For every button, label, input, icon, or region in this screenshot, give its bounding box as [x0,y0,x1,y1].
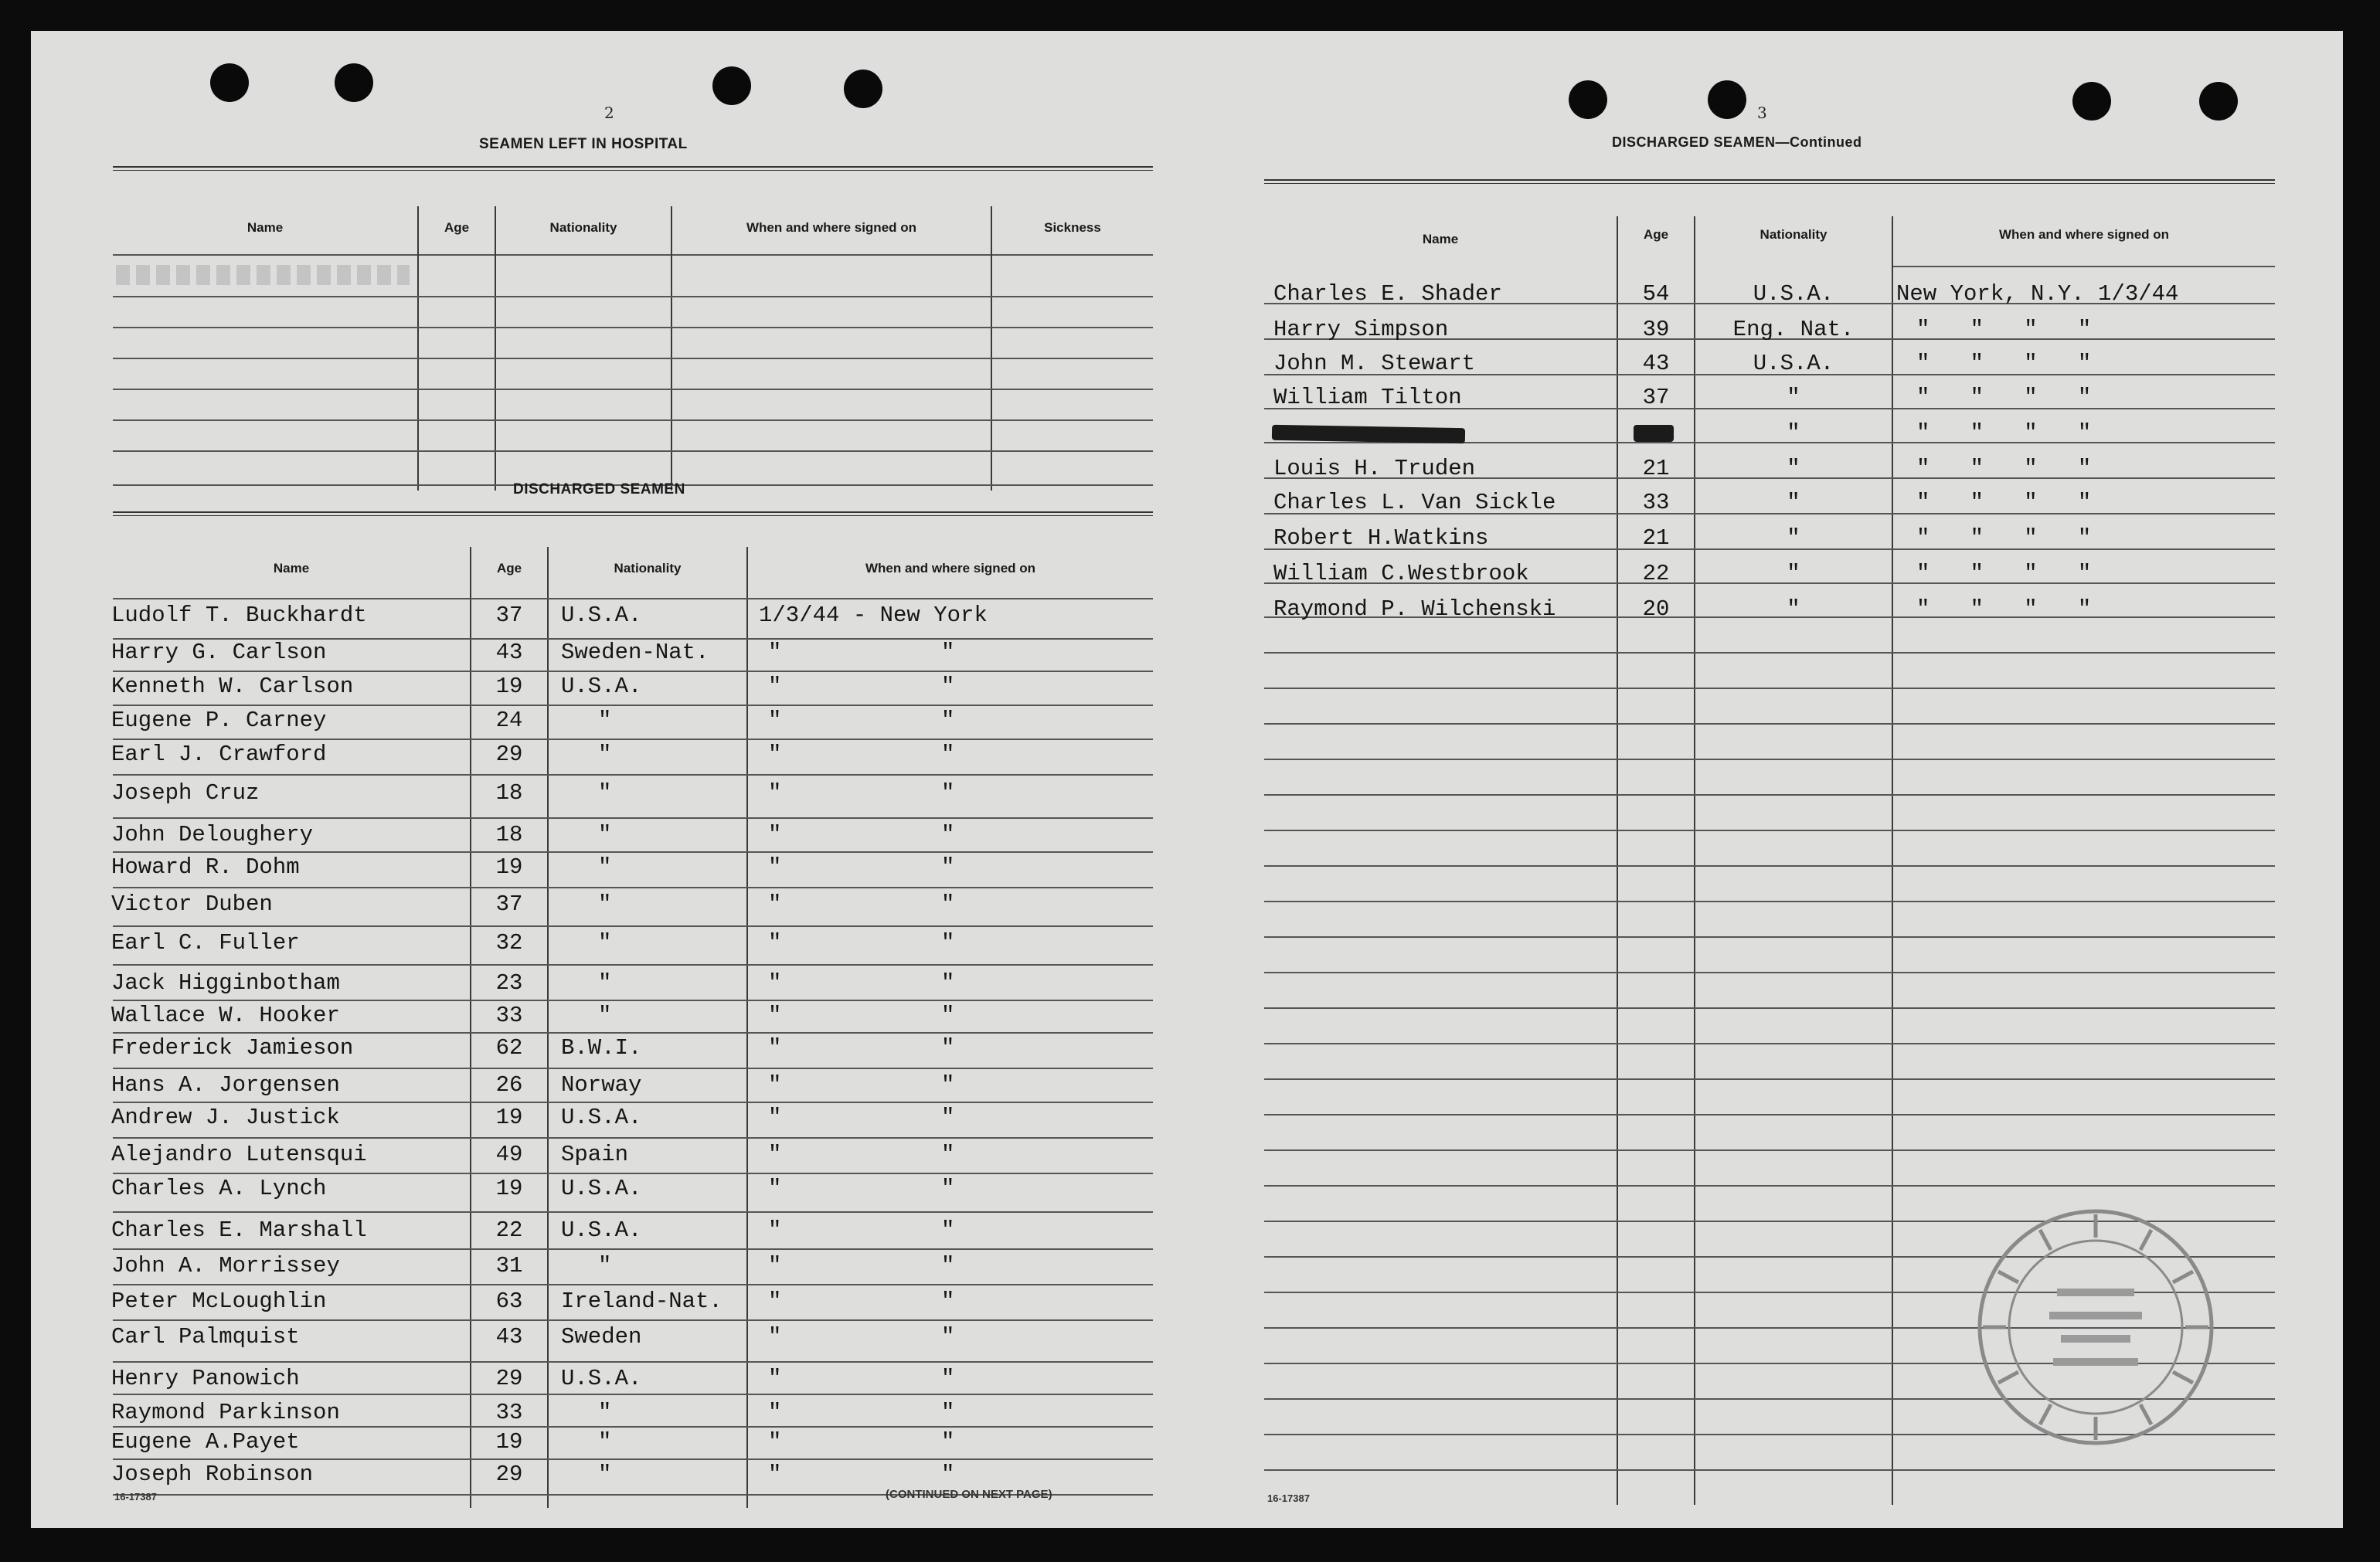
row-rule [1264,901,2275,902]
cell-signed-on-place: " [941,1324,955,1350]
header-name: Name [273,561,310,576]
header-age: Age [496,561,522,576]
cell-nationality: " [598,708,612,733]
cell-signed-on-place: " [941,930,955,956]
header-signed-on: When and where signed on [865,561,1036,576]
cell-name: Ludolf T. Buckhardt [111,603,367,628]
hospital-table [113,166,1153,491]
cell-name: Harry Simpson [1273,317,1449,342]
cell-name: Harry G. Carlson [111,640,327,665]
row-rule [1264,1078,2275,1080]
cell-nationality: " [1787,456,1800,481]
hospital-section-title: SEAMEN LEFT IN HOSPITAL [479,136,688,152]
cell-nationality: " [1787,420,1800,446]
cell-name: Charles E. Marshall [111,1217,367,1243]
cell-signed-on: " [768,640,782,665]
cell-name: Alejandro Lutensqui [111,1142,367,1167]
cell-signed-on: " [768,1253,782,1278]
punch-hole [1569,80,1607,119]
cell-signed-on: " [768,1400,782,1425]
cell-nationality: " [1787,596,1800,622]
cell-nationality: " [1787,525,1800,551]
cell-name: Eugene A.Payet [111,1429,300,1455]
table-row [113,823,1153,851]
cell-signed-on: " [768,1366,782,1391]
cell-signed-on: " [768,891,782,917]
section-title: DISCHARGED SEAMEN—Continued [1612,134,1862,150]
header-nationality: Nationality [1760,227,1828,242]
row-rule [113,1211,1153,1213]
table-row [1264,562,2275,590]
cell-age: 49 [495,1142,523,1167]
left-page [31,31,1196,1528]
cell-nationality: " [598,1400,612,1425]
cell-nationality: " [1787,561,1800,586]
cell-signed-on: " [768,708,782,733]
header-nationality: Nationality [549,220,617,235]
cell-signed-on-place: " [941,1072,955,1098]
row-rule [113,774,1153,776]
cell-signed-on: " " " " [1916,561,2092,586]
cell-nationality: " [598,742,612,767]
header-name: Name [1422,232,1459,246]
cell-signed-on-place: " [941,780,955,806]
cell-nationality: Eng. Nat. [1732,317,1855,342]
cell-name: Kenneth W. Carlson [111,674,354,699]
cell-nationality: B.W.I. [561,1035,642,1061]
row-rule [113,705,1153,706]
cell-age: 19 [495,1429,523,1455]
punch-hole [844,70,882,108]
table-row [113,893,1153,921]
cell-nationality: " [598,891,612,917]
cell-name: Charles L. Van Sickle [1273,490,1556,515]
cell-age: 32 [495,930,523,956]
cell-age: 43 [495,640,523,665]
cell-age: 19 [495,854,523,880]
cell-signed-on: " [768,1462,782,1487]
row-rule [1264,936,2275,938]
cell-age: 23 [495,970,523,996]
cell-age: 19 [495,674,523,699]
cell-signed-on: " [768,1003,782,1028]
cell-signed-on: " [768,854,782,880]
row-rule [113,1458,1153,1460]
row-rule [1264,1149,2275,1151]
table-row [113,1106,1153,1134]
cell-signed-on: " " " " [1916,317,2092,342]
cell-age: 26 [495,1072,523,1098]
cell-name: William Tilton [1273,385,1462,410]
row-rule [113,851,1153,853]
table-row [113,604,1153,632]
cell-age: 22 [1642,561,1670,586]
cell-signed-on: " [768,1217,782,1243]
cell-signed-on: " " " " [1916,596,2092,622]
table-row [113,1004,1153,1032]
cell-age: 33 [495,1400,523,1425]
table-row [113,1431,1153,1458]
header-nationality: Nationality [614,561,682,576]
cell-age: 21 [1642,525,1670,551]
cell-nationality: " [1787,490,1800,515]
row-rule [1264,723,2275,725]
table-row [113,1401,1153,1429]
row-rule [113,1284,1153,1285]
table-row [113,743,1153,771]
cell-nationality: U.S.A. [1753,351,1834,376]
row-rule [113,1068,1153,1069]
form-number: 16-17387 [114,1491,157,1503]
cell-name: Joseph Cruz [111,780,260,806]
cell-nationality: " [598,970,612,996]
table-row [113,641,1153,669]
cell-signed-on: " [768,1176,782,1201]
cell-signed-on-place: " [941,1035,955,1061]
cell-signed-on: " " " " [1916,351,2092,376]
cell-nationality: Ireland-Nat. [561,1289,722,1314]
header-name: Name [246,220,284,235]
table-row [113,1367,1153,1395]
cell-age: 37 [1642,385,1670,410]
table-row [1264,422,2275,450]
cell-signed-on: " " " " [1916,456,2092,481]
table-row [1264,491,2275,519]
cell-age: 54 [1642,281,1670,307]
cell-nationality: " [598,780,612,806]
discharged-table [113,511,1153,1508]
cell-name: John Deloughery [111,822,314,847]
cell-name: Eugene P. Carney [111,708,327,733]
cell-name: Raymond Parkinson [111,1400,340,1425]
cell-name: Raymond P. Wilchenski [1273,596,1556,622]
cell-name: Jack Higginbotham [111,970,340,996]
cell-nationality: " [1787,385,1800,410]
table-row [113,1143,1153,1171]
row-rule [1264,865,2275,867]
cell-name: Carl Palmquist [111,1324,300,1350]
row-rule [113,964,1153,966]
table-row [113,1255,1153,1282]
redaction-mark [1272,425,1465,443]
cell-signed-on-place: " [941,1142,955,1167]
row-rule [113,1102,1153,1103]
table-row [1264,598,2275,626]
cell-signed-on-place: " [941,742,955,767]
cell-name: Charles A. Lynch [111,1176,327,1201]
cell-age: 33 [1642,490,1670,515]
cell-name: Howard R. Dohm [111,854,300,880]
cell-signed-on: " [768,1072,782,1098]
table-row [1264,352,2275,380]
header-signed-on: When and where signed on [1998,227,2170,242]
row-rule [113,598,1153,599]
cell-signed-on-place: " [941,1429,955,1455]
cell-nationality: " [598,1429,612,1455]
row-rule [113,1137,1153,1139]
row-rule [113,925,1153,927]
row-rule [113,1361,1153,1363]
row-rule [1264,759,2275,760]
table-row [1264,457,2275,485]
cell-nationality: " [598,1253,612,1278]
cell-nationality: " [598,930,612,956]
cell-signed-on: " [768,780,782,806]
table-row [1264,386,2275,414]
cell-signed-on: " [768,1429,782,1455]
cell-signed-on-place: " [941,854,955,880]
table-row [113,709,1153,737]
cell-name: Frederick Jamieson [111,1035,354,1061]
row-rule [1264,1043,2275,1044]
cell-age: 37 [495,891,523,917]
continued-note: (CONTINUED ON NEXT PAGE) [886,1488,1052,1501]
cell-age: 22 [495,1217,523,1243]
cell-nationality: U.S.A. [1753,281,1834,307]
cell-name: John A. Morrissey [111,1253,340,1278]
cell-name: Hans A. Jorgensen [111,1072,340,1098]
row-rule [1264,1114,2275,1115]
punch-hole [210,63,249,102]
cell-signed-on-place: " [941,674,955,699]
table-row [113,932,1153,959]
punch-hole [1708,80,1746,119]
row-rule [113,1173,1153,1174]
page-number: 2 [604,104,614,122]
cell-age: 31 [495,1253,523,1278]
cell-signed-on: " " " " [1916,525,2092,551]
cell-signed-on: " [768,1142,782,1167]
table-row [113,1463,1153,1491]
cell-age: 29 [495,1366,523,1391]
row-rule [1264,794,2275,796]
cell-signed-on: " " " " [1916,385,2092,410]
cell-name: John M. Stewart [1273,351,1476,376]
cell-nationality: " [598,822,612,847]
cell-signed-on-place: " [941,1253,955,1278]
received-stamp [1972,1204,2219,1451]
cell-age: 29 [495,742,523,767]
cell-age: 20 [1642,596,1670,622]
cell-name: Earl C. Fuller [111,930,300,956]
cell-age: 37 [495,603,523,628]
row-rule [113,1248,1153,1250]
row-rule [1264,1469,2275,1471]
row-rule [113,887,1153,888]
cell-age: 33 [495,1003,523,1028]
cell-nationality: U.S.A. [561,1105,642,1130]
table-row [113,972,1153,1000]
cell-signed-on-place: " [941,1289,955,1314]
cell-age: 18 [495,780,523,806]
row-rule [1264,830,2275,831]
cell-name: Andrew J. Justick [111,1105,340,1130]
table-row [113,1177,1153,1205]
row-rule [1264,972,2275,973]
row-rule [113,671,1153,672]
header-signed-on: When and where signed on [746,220,917,235]
table-row [113,1290,1153,1318]
row-rule [113,1032,1153,1034]
table-row [113,1219,1153,1247]
cell-nationality: Sweden-Nat. [561,640,709,665]
cell-nationality: U.S.A. [561,1176,642,1201]
cell-name: Earl J. Crawford [111,742,327,767]
table-row [113,675,1153,703]
cell-age: 63 [495,1289,523,1314]
cell-signed-on: " [768,1105,782,1130]
table-row [113,1326,1153,1353]
cell-nationality: U.S.A. [561,1217,642,1243]
cell-name: Robert H.Watkins [1273,525,1489,551]
cell-name: Victor Duben [111,891,273,917]
row-rule [113,1319,1153,1321]
cell-age: 29 [495,1462,523,1487]
punch-hole [335,63,373,102]
cell-signed-on-place: " [941,1400,955,1425]
cell-age: 21 [1642,456,1670,481]
cell-nationality: U.S.A. [561,674,642,699]
cell-name: William C.Westbrook [1273,561,1529,586]
cell-signed-on-place: " [941,1462,955,1487]
cell-signed-on: " [768,930,782,956]
cell-signed-on: " [768,674,782,699]
cell-age: 43 [1642,351,1670,376]
form-number: 16-17387 [1267,1492,1310,1504]
cell-signed-on: 1/3/44 - New York [759,603,988,628]
table-row [113,1074,1153,1102]
punch-hole [2072,82,2111,121]
header-age: Age [1643,227,1669,242]
cell-signed-on-place: " [941,1176,955,1201]
cell-age: 19 [495,1105,523,1130]
header-age: Age [444,220,470,235]
cell-signed-on: " [768,970,782,996]
cell-signed-on-place: " [941,891,955,917]
cell-signed-on-place: " [941,1105,955,1130]
cell-name: Charles E. Shader [1273,281,1502,307]
cell-age: 24 [495,708,523,733]
row-rule [113,817,1153,819]
cell-age: 62 [495,1035,523,1061]
cell-nationality: U.S.A. [561,1366,642,1391]
page-number: 3 [1757,104,1767,122]
row-rule [1264,652,2275,654]
cell-age: 18 [495,822,523,847]
header-sickness: Sickness [1044,220,1101,235]
cell-signed-on-place: " [941,1217,955,1243]
table-row [1264,283,2275,311]
cell-signed-on-place: " [941,708,955,733]
cell-nationality: U.S.A. [561,603,642,628]
cell-signed-on: " " " " [1916,420,2092,446]
cell-signed-on: " [768,1289,782,1314]
cell-name: Wallace W. Hooker [111,1003,340,1028]
punch-hole [712,66,751,105]
table-row [113,1037,1153,1065]
cell-nationality: Spain [561,1142,629,1167]
cell-signed-on: New York, N.Y. 1/3/44 [1896,281,2179,307]
cell-nationality: " [598,854,612,880]
table-row [1264,527,2275,555]
cell-signed-on-place: " [941,1003,955,1028]
cell-signed-on: " [768,1324,782,1350]
cell-signed-on: " " " " [1916,490,2092,515]
cell-name: Peter McLoughlin [111,1289,327,1314]
cell-age: 19 [495,1176,523,1201]
right-page [1196,31,2343,1528]
cell-nationality: Norway [561,1072,642,1098]
redaction-mark [1634,425,1674,442]
cell-signed-on-place: " [941,640,955,665]
row-rule [113,739,1153,740]
row-rule [1264,1185,2275,1187]
row-rule [113,1000,1153,1001]
cell-age: 39 [1642,317,1670,342]
row-rule [1264,1007,2275,1009]
cell-signed-on: " [768,822,782,847]
punch-hole [2199,82,2238,121]
cell-signed-on: " [768,742,782,767]
table-row [1264,318,2275,346]
table-row [113,782,1153,810]
cell-name: Louis H. Truden [1273,456,1476,481]
cell-signed-on-place: " [941,1366,955,1391]
cell-signed-on: " [768,1035,782,1061]
cell-age: 43 [495,1324,523,1350]
discharged-section-title: DISCHARGED SEAMEN [513,481,685,497]
cell-nationality: " [598,1003,612,1028]
faded-entry [116,265,410,285]
table-row [113,856,1153,884]
row-rule [1264,688,2275,689]
cell-signed-on-place: " [941,822,955,847]
cell-name: Joseph Robinson [111,1462,314,1487]
cell-name: Henry Panowich [111,1366,300,1391]
cell-signed-on-place: " [941,970,955,996]
cell-nationality: " [598,1462,612,1487]
cell-nationality: Sweden [561,1324,642,1350]
